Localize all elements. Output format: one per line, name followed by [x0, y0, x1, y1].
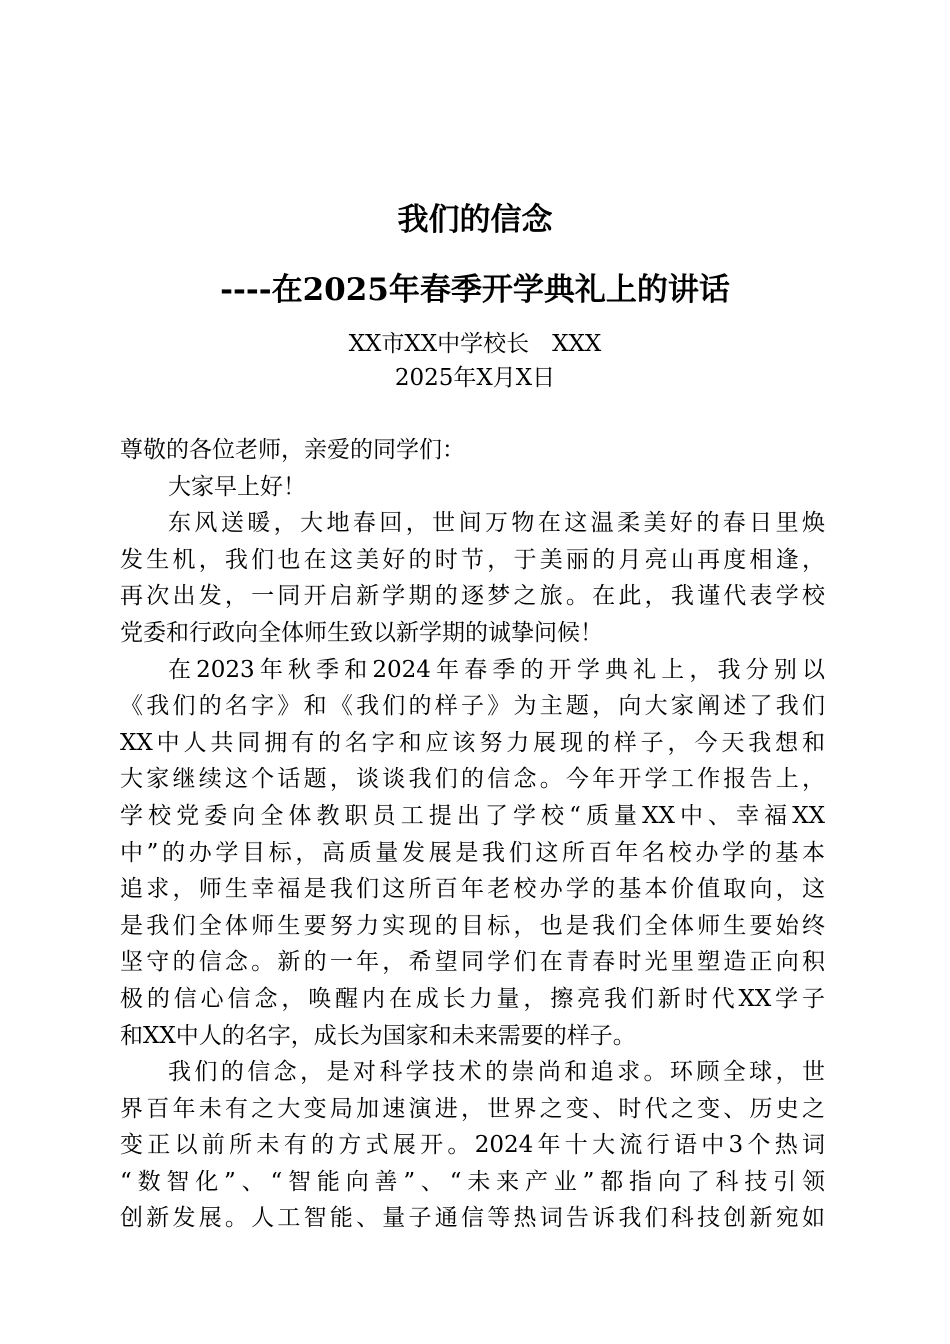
paragraph-line: 是我们全体师生要努力实现的目标，也是我们全体师生要始终 [120, 912, 825, 939]
paragraph-line: 《我们的名字》和《我们的样子》为主题，向大家阐述了我们 [120, 693, 825, 720]
document-title: 我们的信念 [397, 202, 553, 238]
paragraph-1 [120, 505, 825, 651]
document-subtitle: ----在2025年春季开学典礼上的讲话 [220, 272, 730, 308]
author-line: XX市XX中学校长 XXX [348, 331, 602, 357]
paragraph-line: 中”的办学目标，高质量发展是我们这所百年名校办学的基本 [120, 839, 825, 866]
greeting: 大家早上好！ [168, 473, 306, 500]
paragraph-line: 党委和行政向全体师生致以新学期的诚挚问候！ [120, 619, 603, 646]
paragraph-line: 在2023年秋季和2024年春季的开学典礼上，我分别以 [168, 656, 825, 683]
paragraph-line: 创新发展。人工智能、量子通信等热词告诉我们科技创新宛如 [120, 1205, 825, 1232]
paragraph-line: 和XX中人的名字，成长为国家和未来需要的样子。 [120, 1022, 636, 1049]
paragraph-line: 发生机，我们也在这美好的时节，于美丽的月亮山再度相逢， [120, 546, 825, 573]
paragraph-line: 大家继续这个话题，谈谈我们的信念。今年开学工作报告上， [120, 766, 825, 793]
paragraph-line: XX中人共同拥有的名字和应该努力展现的样子，今天我想和 [120, 729, 825, 756]
date-line: 2025年X月X日 [394, 365, 556, 391]
paragraph-line: 坚守的信念。新的一年，希望同学们在青春时光里塑造正向积 [120, 949, 825, 976]
paragraph-line: 极的信心信念，唤醒内在成长力量，擦亮我们新时代XX学子 [120, 985, 825, 1012]
paragraph-line: 东风送暖，大地春回，世间万物在这温柔美好的春日里焕 [168, 510, 825, 537]
paragraph-line: “数智化”、“智能向善”、“未来产业”都指向了科技引领 [120, 1168, 825, 1195]
paragraph-line: 界百年未有之大变局加速演进，世界之变、时代之变、历史之 [120, 1095, 825, 1122]
paragraph-3 [120, 1054, 825, 1237]
speech-body [120, 432, 825, 1237]
paragraph-line: 我们的信念，是对科学技术的崇尚和追求。环顾全球，世 [168, 1059, 825, 1086]
paragraph-line: 再次出发，一同开启新学期的逐梦之旅。在此，我谨代表学校 [120, 583, 825, 610]
paragraph-line: 追求，师生幸福是我们这所百年老校办学的基本价值取向，这 [120, 876, 825, 903]
salutation: 尊敬的各位老师，亲爱的同学们： [120, 437, 465, 463]
paragraph-2 [120, 652, 825, 1055]
paragraph-line: 变正以前所未有的方式展开。2024年十大流行语中3个热词 [120, 1132, 825, 1159]
paragraph-line: 学校党委向全体教职员工提出了学校“质量XX中、幸福XX [120, 802, 825, 829]
